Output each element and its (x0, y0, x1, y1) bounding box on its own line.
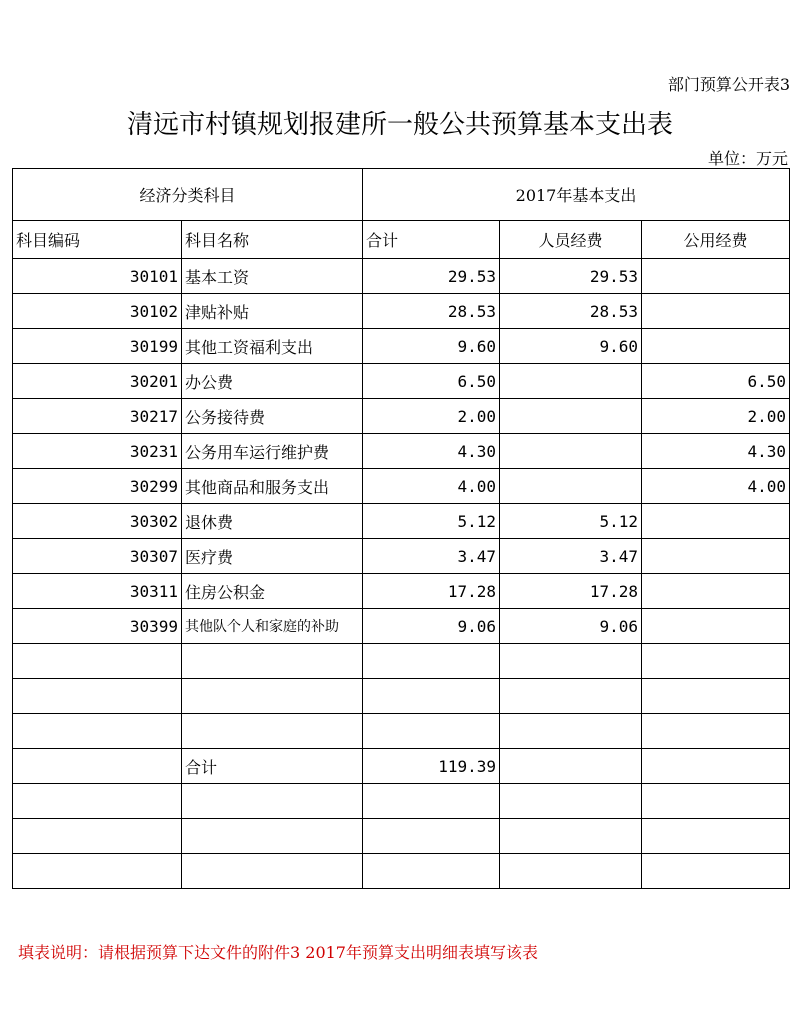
cell-code: 30199 (13, 329, 182, 364)
cell-public (642, 749, 790, 784)
cell-personnel: 5.12 (500, 504, 642, 539)
cell-code: 30302 (13, 504, 182, 539)
cell-public (642, 574, 790, 609)
cell-personnel (500, 679, 642, 714)
cell-name: 其他工资福利支出 (182, 329, 363, 364)
table-row (13, 469, 790, 504)
cell-personnel: 29.53 (500, 259, 642, 294)
cell-personnel: 3.47 (500, 539, 642, 574)
cell-name: 公务接待费 (182, 399, 363, 434)
table-row (13, 294, 790, 329)
cell-personnel (500, 644, 642, 679)
cell-name (182, 854, 363, 889)
cell-total (363, 679, 500, 714)
cell-total (363, 714, 500, 749)
cell-total: 17.28 (363, 574, 500, 609)
budget-table (12, 168, 790, 889)
cell-personnel: 28.53 (500, 294, 642, 329)
column-header-row (13, 221, 790, 259)
cell-name (182, 784, 363, 819)
cell-personnel (500, 714, 642, 749)
cell-name: 住房公积金 (182, 574, 363, 609)
page-title: 清远市村镇规划报建所一般公共预算基本支出表 (126, 110, 673, 140)
cell-name (182, 644, 363, 679)
table-row (13, 644, 790, 679)
cell-personnel (500, 434, 642, 469)
cell-total: 119.39 (363, 749, 500, 784)
cell-public (642, 714, 790, 749)
column-header-public: 公用经费 (642, 221, 790, 259)
cell-name (182, 714, 363, 749)
table-row (13, 329, 790, 364)
cell-total: 4.30 (363, 434, 500, 469)
cell-name: 医疗费 (182, 539, 363, 574)
cell-public (642, 854, 790, 889)
cell-total (363, 644, 500, 679)
table-row (13, 679, 790, 714)
cell-public: 2.00 (642, 399, 790, 434)
cell-name: 其他队个人和家庭的补助 (182, 609, 363, 644)
column-header-code: 科目编码 (13, 221, 182, 259)
column-header-name: 科目名称 (182, 221, 363, 259)
basic-expenditure-header: 2017年基本支出 (363, 169, 790, 221)
table-row (13, 259, 790, 294)
cell-name: 其他商品和服务支出 (182, 469, 363, 504)
economic-category-header: 经济分类科目 (13, 169, 363, 221)
cell-code: 30101 (13, 259, 182, 294)
cell-personnel (500, 364, 642, 399)
cell-code: 30307 (13, 539, 182, 574)
cell-public (642, 294, 790, 329)
cell-total: 4.00 (363, 469, 500, 504)
cell-public (642, 644, 790, 679)
table-row (13, 714, 790, 749)
cell-name: 津贴补贴 (182, 294, 363, 329)
cell-personnel: 9.06 (500, 609, 642, 644)
cell-code (13, 714, 182, 749)
table-row (13, 434, 790, 469)
cell-name: 公务用车运行维护费 (182, 434, 363, 469)
cell-name (182, 679, 363, 714)
cell-name: 办公费 (182, 364, 363, 399)
cell-total: 9.60 (363, 329, 500, 364)
cell-code (13, 819, 182, 854)
unit-label: 单位：万元 (707, 149, 788, 168)
cell-public (642, 784, 790, 819)
cell-name: 合计 (182, 749, 363, 784)
cell-total (363, 784, 500, 819)
cell-name: 退休费 (182, 504, 363, 539)
cell-code: 30399 (13, 609, 182, 644)
cell-code: 30311 (13, 574, 182, 609)
cell-total: 5.12 (363, 504, 500, 539)
cell-public (642, 539, 790, 574)
cell-public: 6.50 (642, 364, 790, 399)
cell-public (642, 609, 790, 644)
cell-name: 基本工资 (182, 259, 363, 294)
column-header-personnel: 人员经费 (500, 221, 642, 259)
footnote: 填表说明：请根据预算下达文件的附件3 2017年预算支出明细表填写该表 (18, 943, 538, 962)
column-header-total: 合计 (363, 221, 500, 259)
group-header-row (13, 169, 790, 221)
cell-code: 30299 (13, 469, 182, 504)
table-row (13, 399, 790, 434)
cell-personnel (500, 784, 642, 819)
cell-public (642, 259, 790, 294)
cell-personnel (500, 469, 642, 504)
cell-public (642, 504, 790, 539)
table-row (13, 749, 790, 784)
cell-code (13, 644, 182, 679)
cell-personnel: 9.60 (500, 329, 642, 364)
cell-code: 30102 (13, 294, 182, 329)
cell-total (363, 854, 500, 889)
cell-code (13, 749, 182, 784)
table-row (13, 504, 790, 539)
table-row (13, 574, 790, 609)
cell-code (13, 854, 182, 889)
cell-personnel: 17.28 (500, 574, 642, 609)
cell-code: 30231 (13, 434, 182, 469)
cell-public: 4.30 (642, 434, 790, 469)
cell-code (13, 679, 182, 714)
cell-code (13, 784, 182, 819)
cell-code: 30201 (13, 364, 182, 399)
cell-name (182, 819, 363, 854)
cell-total: 3.47 (363, 539, 500, 574)
cell-total: 6.50 (363, 364, 500, 399)
cell-code: 30217 (13, 399, 182, 434)
cell-total: 9.06 (363, 609, 500, 644)
table-row (13, 819, 790, 854)
table-row (13, 854, 790, 889)
cell-personnel (500, 819, 642, 854)
cell-personnel (500, 399, 642, 434)
cell-public (642, 329, 790, 364)
cell-total (363, 819, 500, 854)
table-row (13, 784, 790, 819)
cell-personnel (500, 749, 642, 784)
cell-public (642, 819, 790, 854)
cell-total: 2.00 (363, 399, 500, 434)
table-row (13, 539, 790, 574)
cell-total: 28.53 (363, 294, 500, 329)
table-row (13, 609, 790, 644)
table-row (13, 364, 790, 399)
cell-total: 29.53 (363, 259, 500, 294)
form-number: 部门预算公开表3 (667, 75, 790, 94)
cell-public: 4.00 (642, 469, 790, 504)
cell-personnel (500, 854, 642, 889)
cell-public (642, 679, 790, 714)
